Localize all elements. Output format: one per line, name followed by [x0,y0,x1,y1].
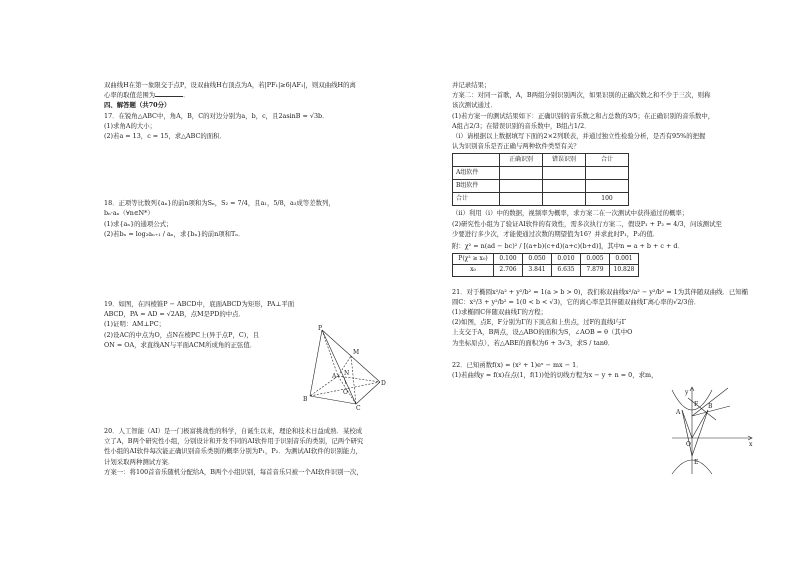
q21-line-1: 21．对于椭圆x²/a² + y²/b² = 1(a > b > 0)，我们称双曲线x²/a² − y²/b² = 1为其伴随双曲线．已知椭 [452,287,749,296]
hyperbola-label-x: x [749,441,753,448]
q17-part-2: (2)若a = 13，c = 15，求△ABC的面积． [104,132,226,141]
pyramid-figure [300,324,388,414]
pyramid-label-d: D [381,380,386,387]
table-cell: 正确识别 [500,154,543,167]
pyramid-label-o: O [343,389,348,396]
pyramid-label-c: C [356,405,361,410]
q18-stem: 18．正项等比数列{aₙ}的前n项和为Sₙ，S₂ = 7/4，且a₁，5/8，a₃成等差数列， [104,199,335,208]
q18-bn: bₙ·aₙ（∀n∈N*） [104,209,154,218]
q18-part-2: (2)若bₙ = log₂aₙ₊₁ / aₙ，求{bₙ}的前n项和Tₙ． [104,229,245,238]
table-cell: 2.706 [494,265,523,276]
q22-line-1: 22．已知函数f(x) = (x² + 1)eˣ − mx − 1． [452,360,583,369]
hyperbola-label-a: A [676,409,681,416]
pyramid-label-n: N [344,370,350,377]
left-column [104,80,392,477]
q20-cont-4: (1)若方案一的测试结果如下：正确识别的音乐数之和占总数的3/5；在正确识别的音乐数中， [452,111,715,120]
q20-cont-10: 少要进行多少次，才能使通过次数的期望值为16？并求此时P₁，P₂的值． [452,229,660,238]
table-cell: 10.828 [610,265,639,276]
q16-line-1: 双曲线H在第一象限交于点P，设双曲线H右顶点为A，若|PF₁|≥6|AF₁|，则双曲线H的离 [104,81,356,89]
hyperbola-label-f: F [694,401,699,408]
table-cell: 0.100 [494,254,523,265]
q19-part-3: ON = OA，求直线AN与平面ACM所成角的正弦值． [104,340,257,349]
table-cell: 0.010 [552,254,581,265]
hyperbola-label-e: E [694,459,699,466]
table-cell: P(χ² ≥ x₀) [453,254,494,265]
q16-line-2: 心率的取值范围为 ． [104,91,190,100]
hyperbola-label-o: O [686,441,691,448]
table-cell: A组软件 [453,167,500,180]
table-cell: 合计 [453,193,500,206]
table-cell [500,167,543,180]
table-row [453,193,629,206]
q17-stem: 17．在锐角△ABC中，角A，B，C的对边分别为a，b，c，且2asinB = √3b． [104,111,329,120]
pyramid-label-m: M [353,349,360,356]
pyramid-label-a: A [332,373,337,380]
table-cell: 0.001 [610,254,639,265]
pyramid-label-p: P [318,325,323,332]
table-cell [453,154,500,167]
table-row [453,167,629,180]
table-cell: 错误识别 [543,154,586,167]
q20-line-3: 性小组的AI软件每次能正确识别音乐类别的概率分别为P₁，P₂．为测试AI软件的识别能力， [104,447,363,456]
table-cell: 6.635 [552,265,581,276]
q20-cont-5: A组占2/3；在错误识别的音乐数中，B组占1/2． [452,121,591,130]
table-cell: 3.841 [523,265,552,276]
table-cell: x₀ [453,265,494,276]
critical-value-table [452,253,639,276]
table-cell [543,167,586,180]
q19-line-2: ABCD，PA = AD = √2AB，点M是PD的中点． [104,310,245,319]
pyramid-svg [300,324,388,410]
table-cell: 0.005 [581,254,610,265]
q20-cont-2: 方案二：对同一首歌，A，B两组分别识别两次，如果识别的正确次数之和不少于三次，则称 [452,91,711,100]
q19-part-2: (2)设AC的中点为O，点N在棱PC上(异于点P，C)，且 [104,330,260,339]
q20-cont-8: （ii）利用（i）中的数据，视频率为概率，求方案二在一次测试中获得通过的概率； [452,209,689,218]
table-cell: 合计 [586,154,629,167]
q20-cont-7: 认为识别音乐是否正确与两种软件类型有关？ [452,142,580,151]
table-cell [543,180,586,193]
table-row [453,154,629,167]
q20-cont-9: (2)研究性小组为了验证AI软件的有效性，需多次执行方案二，假设P₁ + P₂ = 4/3，问该测试至 [452,219,722,228]
q19-stem: 19．如图，在四棱锥P − ABCD中，底面ABCD为矩形，PA⊥平面 [104,300,295,309]
table-cell [586,180,629,193]
q22-line-2: (1)若曲线y = f(x)在点(1，f(1))处的切线方程为x − y + n = 0，求m， [452,371,658,380]
chi-square-formula: 附：χ² = n(ad − bc)² / [(a+b)(c+d)(a+c)(b+d)]，其中n = a + b + c + d． [452,242,684,251]
table-row [453,254,639,265]
q20-line-1: 20．人工智能（AI）是一门极富挑战性的科学，自诞生以来，理论和技术日益成熟．某校成 [104,427,363,436]
q21-line-6: 为坐标原点），若△ABE的面积为6 + 3√3，求S / tanθ． [452,338,615,347]
table-row [453,265,639,276]
q20-cont-6: （i）请根据以上数据填写下面的2×2列联表，并通过独立性检验分析，是否有95%的把握 [452,132,706,141]
hyperbola-label-y: y [685,389,689,396]
q18-part-1: (1)求{aₙ}的通项公式； [104,219,173,228]
q21-line-2: 圆C：x²/3 + y²/b² = 1(0 < b < √3)，它的离心率是其伴随双曲线Γ离心率的√2/3倍． [452,297,701,306]
q20-line-5: 方案一：将100首音乐随机分配给A，B两个小组识别，每首音乐只被一个AI软件识别一次， [104,467,363,476]
hyperbola-figure [668,384,756,480]
q20-cont-1: 并记录结果； [452,81,491,89]
table-cell: B组软件 [453,180,500,193]
table-cell [543,193,586,206]
table-row [453,180,629,193]
table-cell [500,193,543,206]
q20-cont-3: 该次测试通过． [452,101,497,110]
q21-line-4: (2)如图，点E，F分别为Γ的下顶点和上焦点，过F的直线l与Γ [452,318,627,327]
q19-part-1: (1)证明：AM⊥PC； [104,320,165,329]
section-heading: 四、解答题（共70分） [104,101,171,110]
q17-part-1: (1)求角A的大小； [104,121,157,130]
table-cell [500,180,543,193]
hyperbola-label-b: B [708,403,713,410]
q20-line-2: 立了A，B两个研究性小组，分别设计和开发不同的AI软件用于识别音乐的类别，记两个研究 [104,437,364,446]
table-cell: 0.050 [523,254,552,265]
table-cell: 100 [586,193,629,206]
table-cell: 7.879 [581,265,610,276]
answer-blank [155,90,183,97]
contingency-table [452,153,629,206]
pyramid-label-b: B [303,396,308,403]
q21-line-5: 上支交于A，B两点，设△ABO的面积为S，∠AOB = θ（其中O [452,328,633,337]
table-cell [586,167,629,180]
q20-line-4: 计划采取两种测试方案． [104,457,175,466]
right-column [452,80,752,380]
q21-line-3: (1)求椭圆C伴随双曲线Γ的方程； [452,308,548,317]
q16-line-2-text: 心率的取值范围为 [104,91,156,100]
hyperbola-svg [668,384,756,476]
